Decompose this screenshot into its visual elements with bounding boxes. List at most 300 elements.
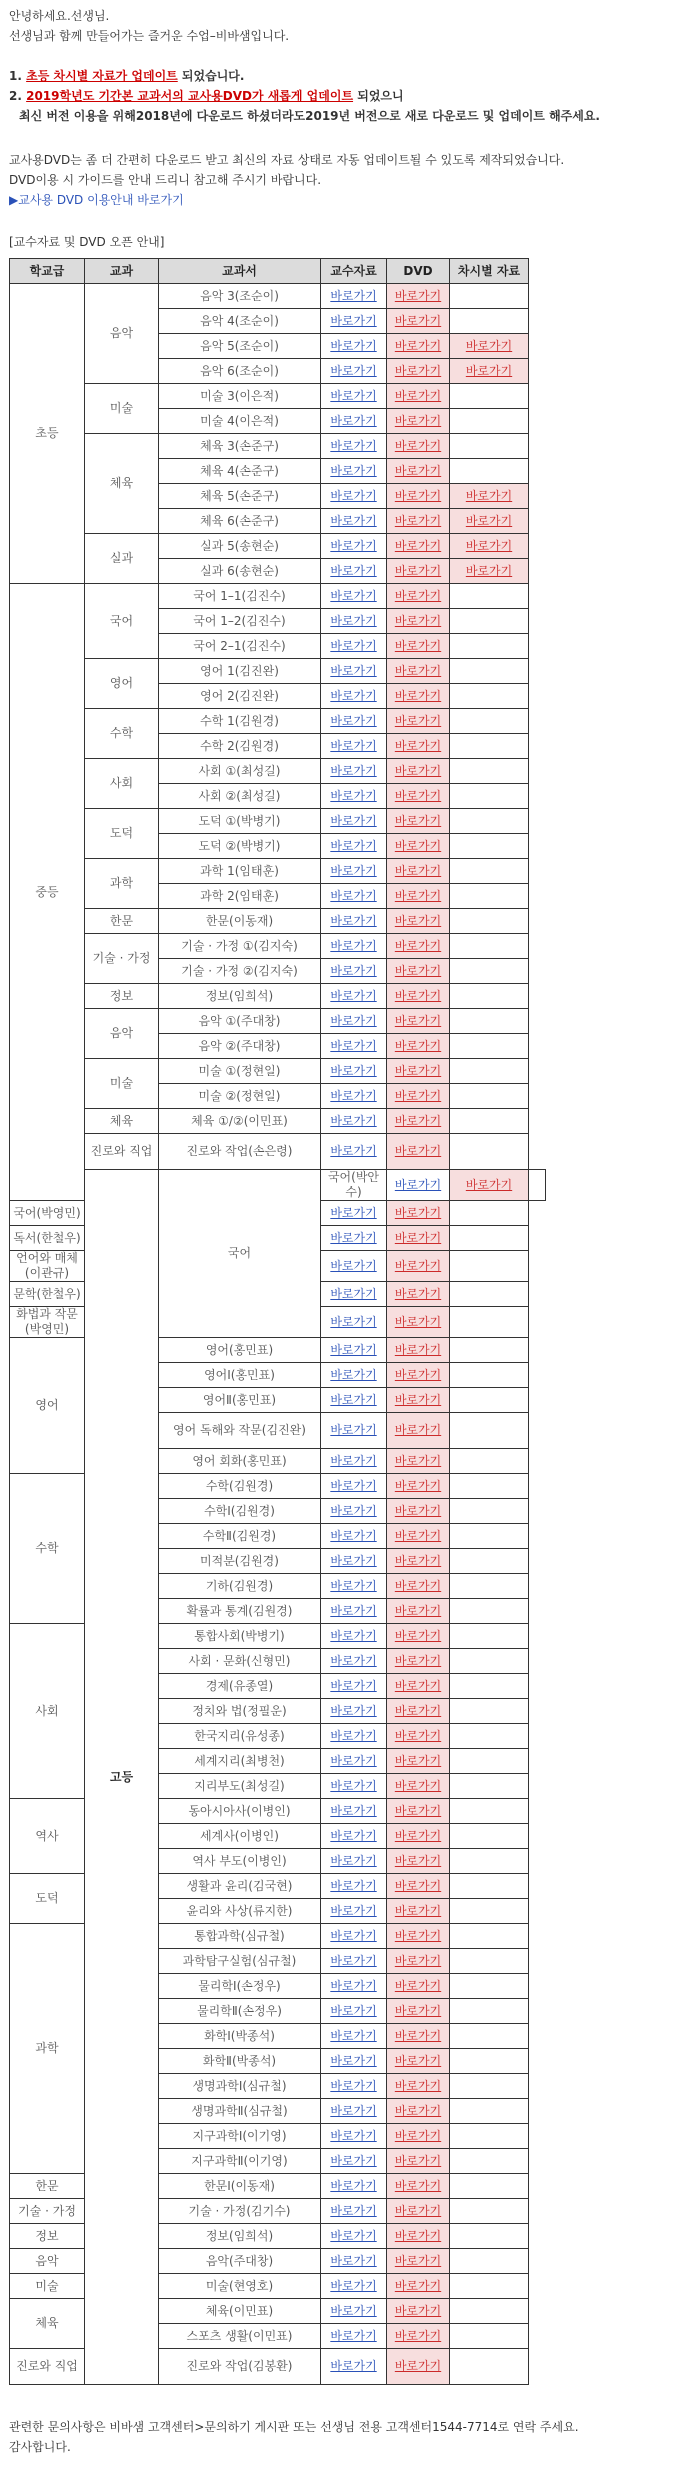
lesson-material-cell bbox=[450, 834, 529, 859]
notice-detail: 최신 버전 이용을 위해2018년에 다운로드 하셨더라도2019년 버전으로 새로 다운로드 및 업데이트 해주세요. bbox=[19, 109, 600, 123]
teaching-material-link[interactable]: 바로가기 bbox=[330, 363, 377, 378]
dvd-link[interactable]: 바로가기 bbox=[394, 1314, 442, 1329]
dvd-cell bbox=[387, 809, 450, 834]
subject-cell: 체육 bbox=[85, 434, 159, 534]
teaching-material-cell bbox=[321, 584, 387, 609]
teaching-material-link[interactable]: 바로가기 bbox=[330, 713, 377, 728]
teaching-material-link[interactable]: 바로가기 bbox=[330, 813, 377, 828]
teaching-material-link[interactable]: 바로가기 bbox=[330, 913, 377, 928]
textbook-cell: 통합사회(박병기) bbox=[159, 1624, 321, 1649]
teaching-material-link[interactable]: 바로가기 bbox=[330, 388, 377, 403]
teaching-material-link[interactable]: 바로가기 bbox=[330, 1367, 377, 1382]
textbook-cell: 지구과학Ⅱ(이기영) bbox=[159, 2149, 321, 2174]
lesson-material-cell bbox=[450, 1674, 529, 1699]
teaching-material-cell bbox=[321, 1949, 387, 1974]
table-header-row bbox=[10, 259, 546, 284]
dvd-cell bbox=[387, 1449, 450, 1474]
lesson-material-cell bbox=[450, 1649, 529, 1674]
dvd-link[interactable]: 바로가기 bbox=[394, 1853, 442, 1868]
lesson-material-cell bbox=[450, 1524, 529, 1549]
teaching-material-link[interactable]: 바로가기 bbox=[330, 2359, 377, 2373]
teaching-material-link[interactable]: 바로가기 bbox=[330, 1728, 377, 1743]
teaching-material-link[interactable]: 바로가기 bbox=[330, 2103, 377, 2118]
footer bbox=[9, 2417, 668, 2457]
teaching-material-link[interactable]: 바로가기 bbox=[330, 1088, 377, 1103]
dvd-link[interactable]: 바로가기 bbox=[394, 1628, 442, 1643]
dvd-link[interactable]: 바로가기 bbox=[394, 638, 442, 653]
subject-cell: 사회 bbox=[85, 759, 159, 809]
dvd-link[interactable]: 바로가기 bbox=[394, 1230, 442, 1245]
dvd-cell bbox=[387, 1924, 450, 1949]
dvd-link[interactable]: 바로가기 bbox=[394, 2359, 442, 2373]
lesson-material-cell bbox=[450, 1134, 529, 1170]
teaching-material-link[interactable]: 바로가기 bbox=[330, 688, 377, 703]
dvd-link[interactable]: 바로가기 bbox=[394, 463, 442, 478]
dvd-link[interactable]: 바로가기 bbox=[394, 1013, 442, 1028]
dvd-link[interactable]: 바로가기 bbox=[394, 913, 442, 928]
textbook-cell: 미술(현영호) bbox=[159, 2274, 321, 2299]
teaching-material-cell bbox=[321, 534, 387, 559]
textbook-cell: 음악 6(조순이) bbox=[159, 359, 321, 384]
textbook-cell: 생명과학Ⅱ(심규철) bbox=[159, 2099, 321, 2124]
teaching-material-link[interactable]: 바로가기 bbox=[330, 2303, 377, 2318]
dvd-link[interactable]: 바로가기 bbox=[394, 1205, 442, 1220]
teaching-material-link[interactable]: 바로가기 bbox=[330, 1113, 377, 1128]
guide-text-2: DVD이용 시 가이드를 안내 드리니 참고해 주시기 바랍니다. bbox=[9, 173, 322, 187]
dvd-link[interactable]: 바로가기 bbox=[394, 313, 442, 328]
teaching-material-link[interactable]: 바로가기 bbox=[330, 588, 377, 603]
textbook-cell: 화학Ⅰ(박종석) bbox=[159, 2024, 321, 2049]
dvd-link[interactable]: 바로가기 bbox=[394, 2003, 442, 2018]
dvd-cell bbox=[387, 1674, 450, 1699]
dvd-link[interactable]: 바로가기 bbox=[394, 813, 442, 828]
dvd-link[interactable]: 바로가기 bbox=[394, 513, 442, 528]
teaching-material-link[interactable]: 바로가기 bbox=[330, 1230, 377, 1245]
teaching-material-link[interactable]: 바로가기 bbox=[330, 1803, 377, 1818]
subject-cell: 기술 · 가정 bbox=[10, 2199, 85, 2224]
dvd-cell bbox=[387, 509, 450, 534]
header-lesson-material: 차시별 자료 bbox=[450, 259, 529, 284]
subject-cell: 체육 bbox=[10, 2299, 85, 2349]
textbook-cell: 세계지리(최병천) bbox=[159, 1749, 321, 1774]
dvd-link[interactable]: 바로가기 bbox=[394, 1803, 442, 1818]
textbook-cell: 영어(홍민표) bbox=[159, 1338, 321, 1363]
lesson-material-link[interactable]: 바로가기 bbox=[465, 363, 513, 378]
teaching-material-link[interactable]: 바로가기 bbox=[330, 1928, 377, 1943]
teaching-material-link[interactable]: 바로가기 bbox=[330, 538, 377, 553]
teaching-material-link[interactable]: 바로가기 bbox=[330, 563, 377, 578]
dvd-cell bbox=[387, 1599, 450, 1624]
dvd-link[interactable]: 바로가기 bbox=[394, 1038, 442, 1053]
textbook-cell: 음악 3(조순이) bbox=[159, 284, 321, 309]
teaching-material-link[interactable]: 바로가기 bbox=[330, 1978, 377, 1993]
subject-cell: 도덕 bbox=[85, 809, 159, 859]
teaching-material-link[interactable]: 바로가기 bbox=[330, 1453, 377, 1468]
table-row bbox=[10, 1109, 546, 1134]
dvd-link[interactable]: 바로가기 bbox=[394, 1258, 442, 1273]
dvd-cell bbox=[387, 1201, 450, 1226]
lesson-material-link[interactable]: 바로가기 bbox=[465, 488, 513, 503]
table-row bbox=[10, 1059, 546, 1084]
teaching-material-link[interactable]: 바로가기 bbox=[330, 1953, 377, 1968]
lesson-material-cell bbox=[450, 784, 529, 809]
subject-cell: 수학 bbox=[85, 709, 159, 759]
dvd-cell bbox=[387, 1034, 450, 1059]
teaching-material-link[interactable]: 바로가기 bbox=[330, 1205, 377, 1220]
lesson-material-cell bbox=[450, 509, 529, 534]
guide-text-1: 교사용DVD는 좀 더 간편히 다운로드 받고 최신의 자료 상태로 자동 업데이트될 수 있도록 제작되었습니다. bbox=[9, 153, 565, 167]
teaching-material-cell bbox=[321, 609, 387, 634]
dvd-link[interactable]: 바로가기 bbox=[394, 1453, 442, 1468]
lesson-material-cell bbox=[450, 1874, 529, 1899]
dvd-link[interactable]: 바로가기 bbox=[394, 763, 442, 778]
teaching-material-link[interactable]: 바로가기 bbox=[330, 1528, 377, 1543]
dvd-guide-link[interactable]: ▶교사용 DVD 이용안내 바로가기 bbox=[9, 193, 184, 207]
teaching-material-link[interactable]: 바로가기 bbox=[330, 413, 377, 428]
dvd-link[interactable]: 바로가기 bbox=[394, 1578, 442, 1593]
dvd-cell bbox=[387, 1899, 450, 1924]
dvd-cell bbox=[387, 634, 450, 659]
dvd-link[interactable]: 바로가기 bbox=[394, 2053, 442, 2068]
lesson-material-cell bbox=[450, 1474, 529, 1499]
teaching-material-link[interactable]: 바로가기 bbox=[330, 2178, 377, 2193]
dvd-link[interactable]: 바로가기 bbox=[394, 413, 442, 428]
dvd-cell bbox=[387, 2149, 450, 2174]
dvd-link[interactable]: 바로가기 bbox=[394, 1553, 442, 1568]
dvd-link[interactable]: 바로가기 bbox=[394, 2203, 442, 2218]
teaching-material-link[interactable]: 바로가기 bbox=[330, 438, 377, 453]
textbook-cell: 수학Ⅰ(김원경) bbox=[159, 1499, 321, 1524]
dvd-link[interactable]: 바로가기 bbox=[394, 2253, 442, 2268]
dvd-link[interactable]: 바로가기 bbox=[394, 488, 442, 503]
teaching-material-link[interactable]: 바로가기 bbox=[330, 1678, 377, 1693]
teaching-material-link[interactable]: 바로가기 bbox=[330, 1653, 377, 1668]
dvd-link[interactable]: 바로가기 bbox=[394, 588, 442, 603]
lesson-material-cell bbox=[450, 1388, 529, 1413]
textbook-cell: 진로와 작업(손은령) bbox=[159, 1134, 321, 1170]
dvd-cell bbox=[387, 1413, 450, 1449]
lesson-material-cell bbox=[450, 1899, 529, 1924]
teaching-material-link[interactable]: 바로가기 bbox=[330, 2053, 377, 2068]
subject-cell: 진로와 직업 bbox=[10, 2349, 85, 2385]
dvd-link[interactable]: 바로가기 bbox=[394, 2278, 442, 2293]
dvd-cell bbox=[387, 1499, 450, 1524]
textbook-cell: 통합과학(심규철) bbox=[159, 1924, 321, 1949]
teaching-material-link[interactable]: 바로가기 bbox=[330, 1578, 377, 1593]
teaching-material-link[interactable]: 바로가기 bbox=[330, 2328, 377, 2343]
teaching-material-cell bbox=[321, 2274, 387, 2299]
dvd-link[interactable]: 바로가기 bbox=[394, 1878, 442, 1893]
dvd-link[interactable]: 바로가기 bbox=[394, 1113, 442, 1128]
dvd-link[interactable]: 바로가기 bbox=[394, 1286, 442, 1301]
dvd-cell bbox=[387, 709, 450, 734]
teaching-material-link[interactable]: 바로가기 bbox=[330, 488, 377, 503]
teaching-material-cell bbox=[321, 1924, 387, 1949]
textbook-cell: 정치와 법(정필운) bbox=[159, 1699, 321, 1724]
textbook-cell: 영어 1(김진완) bbox=[159, 659, 321, 684]
dvd-link[interactable]: 바로가기 bbox=[394, 1063, 442, 1078]
teaching-material-cell bbox=[321, 1084, 387, 1109]
dvd-link[interactable]: 바로가기 bbox=[394, 1088, 442, 1103]
teaching-material-link[interactable]: 바로가기 bbox=[330, 1903, 377, 1918]
teaching-material-link[interactable]: 바로가기 bbox=[330, 1753, 377, 1768]
teaching-material-link[interactable]: 바로가기 bbox=[330, 1392, 377, 1407]
dvd-link[interactable]: 바로가기 bbox=[394, 838, 442, 853]
textbook-cell: 음악 ①(주대창) bbox=[159, 1009, 321, 1034]
dvd-cell bbox=[387, 534, 450, 559]
teaching-material-link[interactable]: 바로가기 bbox=[330, 313, 377, 328]
dvd-cell bbox=[387, 2299, 450, 2324]
textbook-cell: 물리학Ⅰ(손정우) bbox=[159, 1974, 321, 1999]
subject-cell: 과학 bbox=[10, 1924, 85, 2174]
textbook-cell: 생활과 윤리(김국현) bbox=[159, 1874, 321, 1899]
textbook-cell: 정보(임희석) bbox=[159, 2224, 321, 2249]
textbook-cell: 지구과학Ⅰ(이기영) bbox=[159, 2124, 321, 2149]
dvd-link[interactable]: 바로가기 bbox=[394, 2028, 442, 2043]
teaching-material-link[interactable]: 바로가기 bbox=[330, 2278, 377, 2293]
dvd-link[interactable]: 바로가기 bbox=[394, 1903, 442, 1918]
teaching-material-link[interactable]: 바로가기 bbox=[330, 1503, 377, 1518]
dvd-link[interactable]: 바로가기 bbox=[394, 1778, 442, 1793]
lesson-material-link[interactable]: 바로가기 bbox=[465, 338, 513, 353]
teaching-material-link[interactable]: 바로가기 bbox=[330, 288, 377, 303]
dvd-link[interactable]: 바로가기 bbox=[394, 613, 442, 628]
dvd-link[interactable]: 바로가기 bbox=[394, 1728, 442, 1743]
lesson-material-cell bbox=[450, 334, 529, 359]
table-row bbox=[10, 434, 546, 459]
dvd-link[interactable]: 바로가기 bbox=[394, 2228, 442, 2243]
teaching-material-link[interactable]: 바로가기 bbox=[330, 513, 377, 528]
teaching-material-link[interactable]: 바로가기 bbox=[330, 1013, 377, 1028]
header-teaching-material: 교수자료 bbox=[321, 259, 387, 284]
teaching-material-link[interactable]: 바로가기 bbox=[330, 2153, 377, 2168]
notice-rest: 되었습니다. bbox=[177, 69, 245, 83]
dvd-link[interactable]: 바로가기 bbox=[394, 988, 442, 1003]
teaching-material-cell bbox=[321, 1109, 387, 1134]
lesson-material-link[interactable]: 바로가기 bbox=[465, 513, 513, 528]
dvd-link[interactable]: 바로가기 bbox=[394, 1144, 442, 1158]
textbook-cell: 사회 ②(최성길) bbox=[159, 784, 321, 809]
teaching-material-cell bbox=[321, 984, 387, 1009]
dvd-link[interactable]: 바로가기 bbox=[394, 663, 442, 678]
textbook-cell: 역사 부도(이병인) bbox=[159, 1849, 321, 1874]
teaching-material-link[interactable]: 바로가기 bbox=[330, 1063, 377, 1078]
dvd-cell bbox=[387, 1724, 450, 1749]
teaching-material-link[interactable]: 바로가기 bbox=[330, 2003, 377, 2018]
teaching-material-cell bbox=[321, 1034, 387, 1059]
lesson-material-cell bbox=[450, 1824, 529, 1849]
dvd-link[interactable]: 바로가기 bbox=[394, 1953, 442, 1968]
dvd-link[interactable]: 바로가기 bbox=[394, 388, 442, 403]
teaching-material-link[interactable]: 바로가기 bbox=[330, 1553, 377, 1568]
teaching-material-link[interactable]: 바로가기 bbox=[330, 1778, 377, 1793]
table-row bbox=[10, 584, 546, 609]
dvd-link[interactable]: 바로가기 bbox=[394, 2303, 442, 2318]
dvd-cell bbox=[387, 1749, 450, 1774]
textbook-cell: 체육 4(손준구) bbox=[159, 459, 321, 484]
teaching-material-link[interactable]: 바로가기 bbox=[330, 1423, 377, 1437]
dvd-link[interactable]: 바로가기 bbox=[394, 888, 442, 903]
dvd-link[interactable]: 바로가기 bbox=[394, 538, 442, 553]
textbook-cell: 미술 ①(정현일) bbox=[159, 1059, 321, 1084]
subject-cell: 진로와 직업 bbox=[85, 1134, 159, 1170]
teaching-material-cell bbox=[321, 834, 387, 859]
teaching-material-cell bbox=[321, 1824, 387, 1849]
teaching-material-cell bbox=[321, 1899, 387, 1924]
lesson-material-cell bbox=[450, 759, 529, 784]
dvd-cell bbox=[387, 1109, 450, 1134]
dvd-link[interactable]: 바로가기 bbox=[394, 1503, 442, 1518]
textbook-cell: 한문Ⅰ(이동재) bbox=[159, 2174, 321, 2199]
dvd-link[interactable]: 바로가기 bbox=[394, 1367, 442, 1382]
dvd-link[interactable]: 바로가기 bbox=[394, 1828, 442, 1843]
teaching-material-link[interactable]: 바로가기 bbox=[330, 1314, 377, 1329]
teaching-material-link[interactable]: 바로가기 bbox=[330, 2128, 377, 2143]
lesson-material-cell bbox=[450, 484, 529, 509]
teaching-material-link[interactable]: 바로가기 bbox=[330, 1342, 377, 1357]
teaching-material-cell bbox=[321, 759, 387, 784]
dvd-link[interactable]: 바로가기 bbox=[394, 1528, 442, 1543]
dvd-link[interactable]: 바로가기 bbox=[394, 1478, 442, 1493]
teaching-material-link[interactable]: 바로가기 bbox=[330, 838, 377, 853]
dvd-cell bbox=[387, 1388, 450, 1413]
dvd-link[interactable]: 바로가기 bbox=[394, 738, 442, 753]
dvd-link[interactable]: 바로가기 bbox=[394, 1928, 442, 1943]
dvd-link[interactable]: 바로가기 bbox=[394, 563, 442, 578]
teaching-material-link[interactable]: 바로가기 bbox=[394, 1177, 442, 1192]
teaching-material-link[interactable]: 바로가기 bbox=[330, 1853, 377, 1868]
teaching-material-link[interactable]: 바로가기 bbox=[330, 1703, 377, 1718]
dvd-link[interactable]: 바로가기 bbox=[394, 938, 442, 953]
dvd-link[interactable]: 바로가기 bbox=[394, 438, 442, 453]
textbook-cell: 국어(박안수) bbox=[321, 1170, 387, 1201]
footer-contact-text: 관련한 문의사항은 비바샘 고객센터>문의하기 게시판 또는 선생님 전용 고객센터1544-7714로 연락 주세요. bbox=[9, 2420, 579, 2434]
dvd-link[interactable]: 바로가기 bbox=[394, 1978, 442, 1993]
subject-cell: 도덕 bbox=[10, 1874, 85, 1924]
dvd-link[interactable]: 바로가기 bbox=[394, 788, 442, 803]
teaching-material-cell bbox=[321, 1699, 387, 1724]
dvd-link[interactable]: 바로가기 bbox=[394, 1423, 442, 1437]
dvd-link[interactable]: 바로가기 bbox=[394, 1392, 442, 1407]
dvd-link[interactable]: 바로가기 bbox=[394, 1678, 442, 1693]
dvd-link[interactable]: 바로가기 bbox=[394, 2128, 442, 2143]
teaching-material-link[interactable]: 바로가기 bbox=[330, 938, 377, 953]
textbook-cell: 기술 · 가정 ①(김지숙) bbox=[159, 934, 321, 959]
lesson-material-cell bbox=[450, 1549, 529, 1574]
dvd-link[interactable]: 바로가기 bbox=[394, 2103, 442, 2118]
dvd-cell bbox=[387, 2274, 450, 2299]
textbook-cell: 수학 2(김원경) bbox=[159, 734, 321, 759]
teaching-material-cell bbox=[321, 2174, 387, 2199]
dvd-link[interactable]: 바로가기 bbox=[394, 288, 442, 303]
textbook-cell: 수학Ⅱ(김원경) bbox=[159, 1524, 321, 1549]
dvd-link[interactable]: 바로가기 bbox=[465, 1177, 513, 1192]
dvd-cell bbox=[387, 1549, 450, 1574]
textbook-cell: 화법과 작문(박영민) bbox=[10, 1307, 85, 1338]
teaching-material-link[interactable]: 바로가기 bbox=[330, 1628, 377, 1643]
teaching-material-link[interactable]: 바로가기 bbox=[330, 638, 377, 653]
teaching-material-link[interactable]: 바로가기 bbox=[330, 863, 377, 878]
textbook-cell: 확률과 통계(김원경) bbox=[159, 1599, 321, 1624]
notice-number: 1. bbox=[9, 69, 22, 83]
dvd-link[interactable]: 바로가기 bbox=[394, 1703, 442, 1718]
dvd-link[interactable]: 바로가기 bbox=[394, 363, 442, 378]
teaching-material-link[interactable]: 바로가기 bbox=[330, 2028, 377, 2043]
textbook-cell: 음악 ②(주대창) bbox=[159, 1034, 321, 1059]
teaching-material-link[interactable]: 바로가기 bbox=[330, 1038, 377, 1053]
textbook-cell: 음악(주대창) bbox=[159, 2249, 321, 2274]
textbook-cell: 국어 1–2(김진수) bbox=[159, 609, 321, 634]
table-row bbox=[10, 934, 546, 959]
teaching-material-cell bbox=[321, 2149, 387, 2174]
dvd-cell bbox=[387, 1699, 450, 1724]
teaching-material-link[interactable]: 바로가기 bbox=[330, 663, 377, 678]
lesson-material-link[interactable]: 바로가기 bbox=[465, 538, 513, 553]
teaching-material-link[interactable]: 바로가기 bbox=[330, 963, 377, 978]
dvd-link[interactable]: 바로가기 bbox=[394, 338, 442, 353]
teaching-material-link[interactable]: 바로가기 bbox=[330, 2078, 377, 2093]
textbook-cell: 한국지리(유성종) bbox=[159, 1724, 321, 1749]
teaching-material-link[interactable]: 바로가기 bbox=[330, 1878, 377, 1893]
dvd-link[interactable]: 바로가기 bbox=[394, 713, 442, 728]
dvd-link[interactable]: 바로가기 bbox=[394, 2328, 442, 2343]
lesson-material-link[interactable]: 바로가기 bbox=[465, 563, 513, 578]
dvd-link[interactable]: 바로가기 bbox=[394, 2178, 442, 2193]
dvd-link[interactable]: 바로가기 bbox=[394, 1753, 442, 1768]
textbook-cell: 영어 독해와 작문(김진완) bbox=[159, 1413, 321, 1449]
header-subject: 교과 bbox=[85, 259, 159, 284]
dvd-link[interactable]: 바로가기 bbox=[394, 963, 442, 978]
lesson-material-cell bbox=[450, 1749, 529, 1774]
dvd-link[interactable]: 바로가기 bbox=[394, 1653, 442, 1668]
dvd-link[interactable]: 바로가기 bbox=[394, 863, 442, 878]
teaching-material-link[interactable]: 바로가기 bbox=[330, 738, 377, 753]
teaching-material-link[interactable]: 바로가기 bbox=[330, 1478, 377, 1493]
dvd-link[interactable]: 바로가기 bbox=[394, 2078, 442, 2093]
teaching-material-link[interactable]: 바로가기 bbox=[330, 613, 377, 628]
teaching-material-link[interactable]: 바로가기 bbox=[330, 1258, 377, 1273]
dvd-link[interactable]: 바로가기 bbox=[394, 1603, 442, 1618]
teaching-material-link[interactable]: 바로가기 bbox=[330, 1286, 377, 1301]
teaching-material-link[interactable]: 바로가기 bbox=[330, 788, 377, 803]
teaching-material-link[interactable]: 바로가기 bbox=[330, 2203, 377, 2218]
dvd-link[interactable]: 바로가기 bbox=[394, 688, 442, 703]
dvd-link[interactable]: 바로가기 bbox=[394, 1342, 442, 1357]
teaching-material-link[interactable]: 바로가기 bbox=[330, 988, 377, 1003]
teaching-material-link[interactable]: 바로가기 bbox=[330, 1603, 377, 1618]
teaching-material-cell bbox=[321, 2099, 387, 2124]
textbook-cell: 체육 6(손준구) bbox=[159, 509, 321, 534]
teaching-material-cell bbox=[321, 859, 387, 884]
teaching-material-link[interactable]: 바로가기 bbox=[330, 2253, 377, 2268]
dvd-cell bbox=[387, 484, 450, 509]
teaching-material-link[interactable]: 바로가기 bbox=[330, 2228, 377, 2243]
dvd-guide bbox=[9, 150, 668, 210]
lesson-material-cell bbox=[450, 559, 529, 584]
teaching-material-link[interactable]: 바로가기 bbox=[330, 1828, 377, 1843]
teaching-material-link[interactable]: 바로가기 bbox=[330, 1144, 377, 1158]
teaching-material-link[interactable]: 바로가기 bbox=[330, 888, 377, 903]
lesson-material-cell bbox=[450, 909, 529, 934]
teaching-material-link[interactable]: 바로가기 bbox=[330, 463, 377, 478]
teaching-material-link[interactable]: 바로가기 bbox=[330, 763, 377, 778]
dvd-link[interactable]: 바로가기 bbox=[394, 2153, 442, 2168]
teaching-material-cell bbox=[321, 1999, 387, 2024]
teaching-material-link[interactable]: 바로가기 bbox=[330, 338, 377, 353]
lesson-material-cell bbox=[450, 534, 529, 559]
textbook-cell: 국어 1–1(김진수) bbox=[159, 584, 321, 609]
intro-text: 선생님과 함께 만들어가는 즐거운 수업–비바샘입니다. bbox=[9, 29, 290, 43]
